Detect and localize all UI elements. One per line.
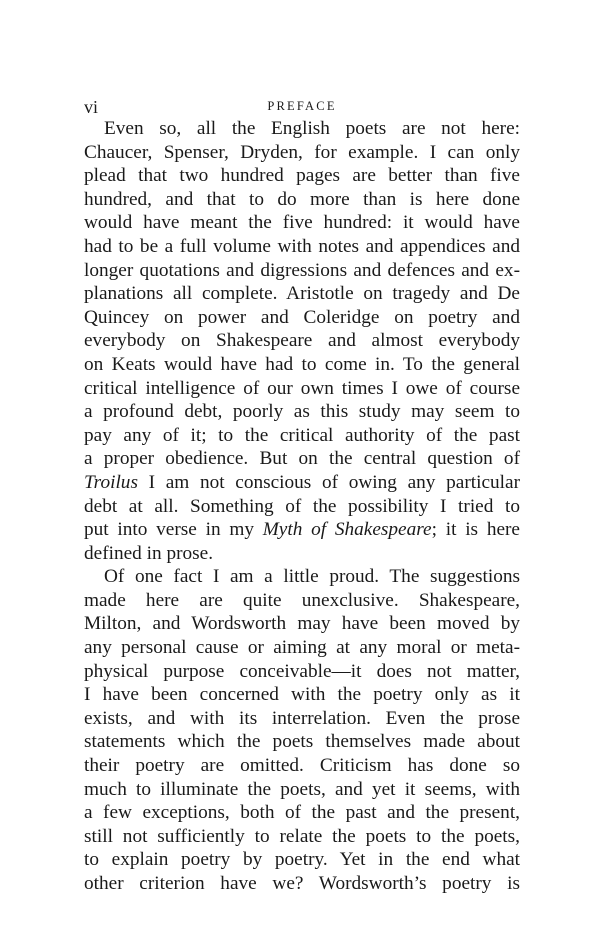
text-line: I have been concerned with the poetry only as it [84,684,520,706]
text-line [84,518,520,542]
text-line: other criterion have we? Wordsworth’s poetry is [84,873,520,894]
text-line: longer quotations and digressions and defences and ex- [84,259,520,281]
text-line: everybody on Shakespeare and almost everybody [84,330,520,352]
book-page [84,97,520,896]
text-line: plead that two hundred pages are better than five [84,165,520,187]
text-line [84,471,520,495]
text-line: had to be a full volume with notes and appendices and [84,235,520,257]
text-line: statements which the poets themselves made about [84,731,520,753]
text-line: their poetry are omitted. Criticism has done so [84,755,520,777]
text-segment: ; it is here [431,519,520,541]
text-line: Chaucer, Spenser, Dryden, for example. I can only [84,141,520,163]
text-line: on Keats would have had to come in. To the general [84,353,520,375]
text-line: Of one fact I am a little proud. The suggestions [104,566,520,588]
text-line: planations all complete. Aristotle on tragedy and De [84,283,520,305]
running-head [84,97,520,117]
paragraph [84,565,520,895]
paragraph [84,117,520,565]
text-line: Quincey on power and Coleridge on poetry and [84,306,520,328]
text-line: Milton, and Wordsworth may have been moved by [84,613,520,635]
text-line: Even so, all the English poets are not here: [104,118,520,139]
text-line: exists, and with its interrelation. Even the prose [84,707,520,729]
text-line: pay any of it; to the critical authority of the past [84,424,520,446]
running-head-title: PREFACE [267,99,337,113]
italic-title: Troilus [84,471,138,493]
text-line: defined in prose. [84,542,214,564]
italic-title: Myth of Shakespeare [262,519,432,541]
text-line: a few exceptions, both of the past and the present, [84,802,520,824]
body-text [84,117,520,896]
text-line: would have meant the five hundred: it would have [84,212,520,234]
page-number: vi [84,97,99,117]
text-line: much to illuminate the poets, and yet it seems, with [84,778,520,800]
text-line: made here are quite unexclusive. Shakespeare, [84,589,520,611]
text-line: still not sufficiently to relate the poets to the poets, [84,825,520,847]
text-line: to explain poetry by poetry. Yet in the end what [84,849,520,871]
text-segment: I am not conscious of owing any particular [137,471,520,493]
text-segment: put into verse in my [84,519,263,541]
text-line: any personal cause or aiming at any moral or meta- [84,637,520,659]
text-line: hundred, and that to do more than is here done [84,188,520,210]
text-line: a profound debt, poorly as this study may seem to [84,401,520,423]
text-line: debt at all. Something of the possibility I tried to [84,495,520,517]
text-line: physical purpose conceivable—it does not matter, [84,660,520,682]
text-line: critical intelligence of our own times I owe of course [84,377,520,399]
text-line: a proper obedience. But on the central question of [84,448,520,470]
